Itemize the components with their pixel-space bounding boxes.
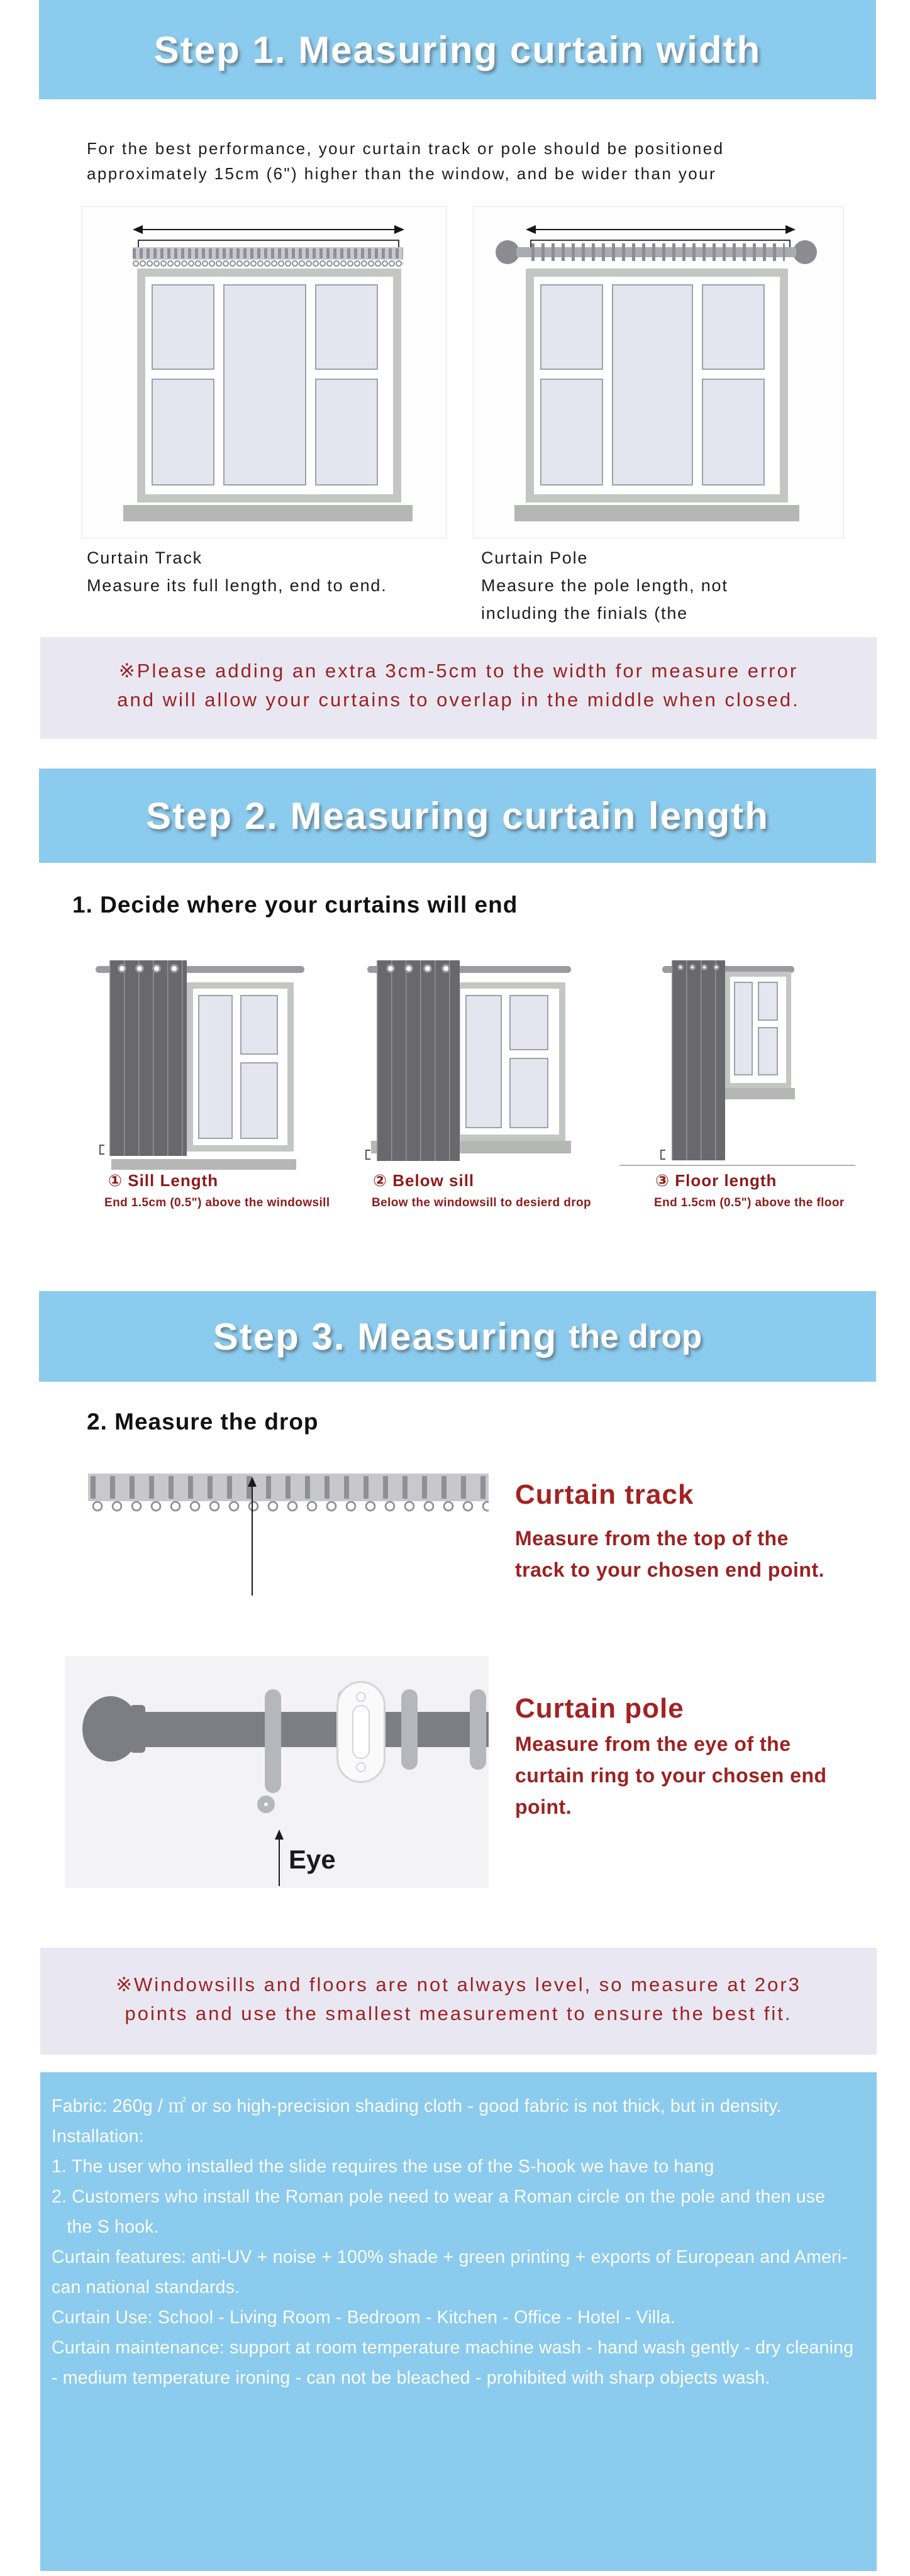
curtain-panel [672,960,725,1160]
info-line: can national standards. [52,2277,240,2297]
curtain-pole-eye-diagram [65,1656,489,1888]
step2-banner-title: Step 2. Measuring curtain length [146,794,769,837]
grommet-icon [135,964,144,973]
floor-line [619,1165,855,1166]
grommet-icon [423,964,432,973]
grommet-row [109,964,187,973]
grommet-row [672,964,725,970]
info-line: - medium temperature ironing - can not be bleached - prohibited with sharp objects wash. [52,2368,770,2388]
window-pane [509,995,548,1050]
step2-banner [39,769,876,863]
window-pane [702,379,765,486]
eye-label: Eye [289,1845,336,1874]
intro-line-1: For the best performance, your curtain track or pole should be positioned [87,139,724,158]
track-caption-title: Curtain Track [87,548,203,567]
window-frame [187,982,294,1152]
pole-label-line3: point. [515,1796,572,1818]
window-frame [526,269,788,502]
pole-finial-icon [793,240,817,264]
curtain-pole-window-diagram [473,206,844,538]
bracket-screw-hole [356,1762,366,1772]
window-pane [465,995,502,1128]
step3-banner-title: Step 3. Measuring [213,1315,558,1358]
windowsill [111,1159,296,1170]
window-pane [152,379,214,486]
option2-title: ② Below sill [373,1171,475,1190]
step3-banner-subtitle: the drop [569,1318,702,1355]
curtain-panel [377,960,460,1161]
curtain-track-icon [133,247,403,260]
window-pane [758,1027,778,1075]
pole-label-line1: Measure from the eye of the [515,1733,791,1755]
grommet-icon [386,964,395,973]
pole-caption-line2: including the finials (the [481,604,688,623]
measure-mark-icon [660,1150,665,1160]
step1-banner-title: Step 1. Measuring curtain width [153,28,762,71]
pole-caption-line1: Measure the pole length, not [481,576,728,595]
info-line: Installation: [52,2126,144,2146]
windowsill [724,1088,795,1099]
pole-label-title: Curtain pole [515,1693,684,1724]
track-hook-loops [88,1501,489,1513]
grommet-row [377,964,460,973]
window-frame [137,269,401,502]
window-frame [454,982,565,1141]
drop-note-line2: points and use the smallest measurement to ensure the best fit. [125,2002,792,2024]
window-frame [725,972,791,1088]
track-label-title: Curtain track [515,1479,694,1510]
info-line: 2. Customers who install the Roman pole need to wear a Roman circle on the pole and then use [52,2187,826,2207]
info-line: the S hook. [52,2217,159,2237]
width-note-line2: and will allow your curtains to overlap in the middle when closed. [117,689,800,711]
drop-note-line1: ※Windowsills and floors are not always level, so measure at 2or3 [116,1974,801,1996]
step3-heading: 2. Measure the drop [87,1409,319,1435]
curtain-ring-icon [265,1689,281,1793]
curtain-track-icon [88,1474,489,1501]
sill-length-diagram [94,950,305,1176]
info-line: Curtain features: anti-UV + noise + 100% shade + green printing + exports of European and Ameri- [52,2247,848,2267]
track-label-line2: track to your chosen end point. [515,1558,824,1581]
windowsill [123,505,413,521]
step2-heading: 1. Decide where your curtains will end [72,892,518,918]
step3-banner [39,1291,876,1382]
drop-note-box [40,1948,877,2055]
grommet-icon [404,964,413,973]
window-pane [612,284,693,486]
curtain-ring-icon [401,1689,418,1770]
drop-measure-arrow-icon [252,1478,253,1596]
bracket-screw-hole [356,1692,366,1702]
grommet-icon [118,964,126,973]
grommet-icon [701,964,707,970]
measure-mark-icon [365,1150,370,1160]
info-line: Curtain maintenance: support at room temperature machine wash - hand wash gently - dry cleaning [52,2338,854,2358]
window-pane [509,1058,548,1128]
bracket-slot [352,1705,370,1759]
grommet-icon [152,964,161,973]
pole-bracket-icon [336,1681,386,1783]
option3-title: ③ Floor length [655,1171,777,1190]
track-label-line1: Measure from the top of the [515,1527,789,1550]
info-line: Fabric: 260g / ㎡ or so high-precision shading cloth - good fabric is not thick, but in density. [52,2096,782,2116]
width-measure-arrow-icon [527,229,794,230]
window-pane [198,995,233,1139]
intro-line-2: approximately 15cm (6") higher than the window, and be wider than your [87,164,717,183]
grommet-icon [689,964,696,970]
track-caption-body: Measure its full length, end to end. [87,576,387,595]
option2-desc: Below the windowsill to desierd drop [372,1196,592,1209]
measure-mark-icon [99,1145,104,1155]
track-hooks [91,1476,489,1499]
window-pane [540,284,603,370]
window-pane [240,995,278,1055]
option1-desc: End 1.5cm (0.5") above the windowsill [104,1196,330,1209]
info-line: 1. The user who installed the slide requires the use of the S-hook we have to hang [52,2157,714,2177]
grommet-icon [170,964,179,973]
product-info-panel [40,2072,877,2571]
floor-length-diagram [641,950,858,1176]
track-hook-loops [133,260,403,269]
eye-pointer-arrow-icon [279,1831,280,1886]
window-pane [540,379,603,486]
info-line: Curtain Use: School - Living Room - Bedroom - Kitchen - Office - Hotel - Villa. [52,2307,676,2328]
width-measure-arrow-icon [134,229,403,230]
windowsill [514,505,799,521]
step1-banner [39,0,876,99]
pole-rings [531,243,785,261]
grommet-icon [441,964,450,973]
below-sill-diagram [362,950,575,1176]
grommet-icon [713,964,719,970]
window-pane [240,1062,278,1139]
window-pane [315,379,378,486]
pole-caption-title: Curtain Pole [481,548,589,567]
width-note-line1: ※Please adding an extra 3cm-5cm to the width for measure error [118,660,799,682]
pole-label-line2: curtain ring to your chosen end [515,1764,827,1787]
window-pane [152,284,214,370]
curtain-track-window-diagram [82,206,447,538]
window-pane [702,284,765,370]
curtain-ring-icon [470,1689,486,1770]
window-pane [758,982,778,1021]
width-note-box [40,637,877,739]
option3-desc: End 1.5cm (0.5") above the floor [654,1196,845,1209]
curtain-pole-icon [135,1712,489,1747]
step1-intro-text [87,136,724,186]
window-pane [223,284,306,486]
window-pane [315,284,378,370]
option1-title: ① Sill Length [108,1171,219,1190]
curtain-panel [109,960,187,1156]
track-hooks [133,248,403,258]
grommet-icon [677,964,684,970]
ring-eye-icon [257,1796,275,1813]
window-pane [734,982,753,1075]
